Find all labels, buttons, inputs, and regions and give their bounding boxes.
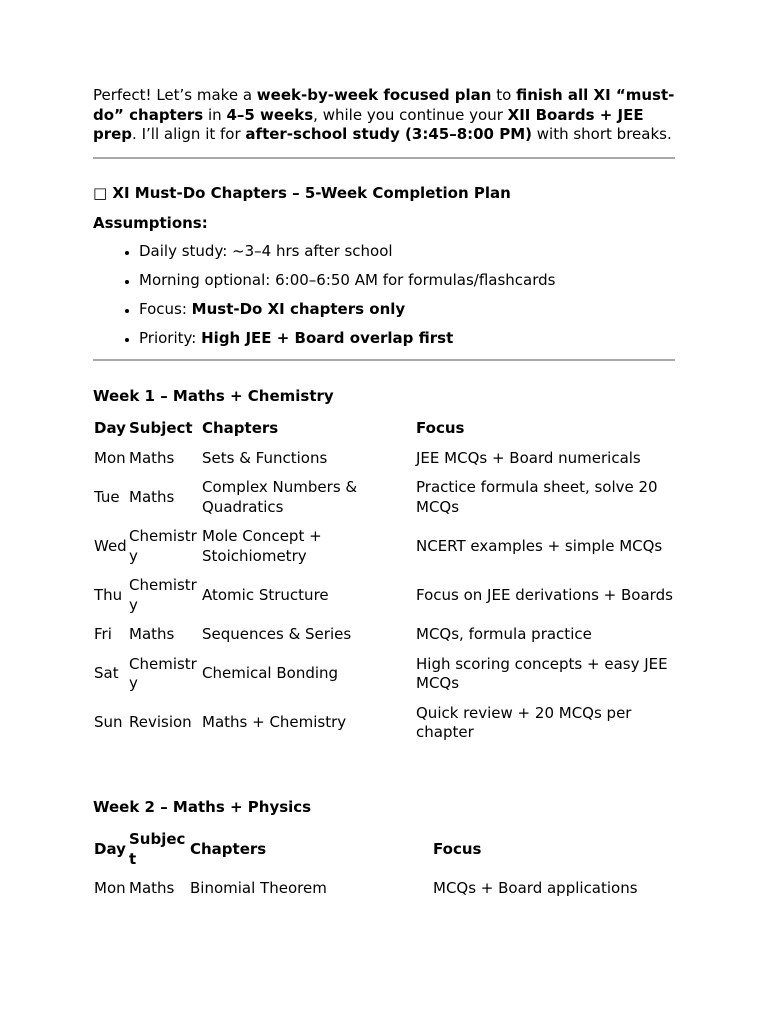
intro-bold: after-school study (3:45–8:00 PM)	[245, 125, 532, 143]
week1-title: Week 1 – Maths + Chemistry	[93, 386, 334, 405]
cell-chapters: Binomial Theorem	[190, 879, 327, 898]
header-day: Day	[94, 839, 126, 858]
cell-subject: Chemistry	[129, 527, 197, 565]
table-row	[93, 650, 675, 699]
cell-focus: High scoring concepts + easy JEE MCQs	[416, 654, 668, 693]
intro-text: with short breaks.	[532, 125, 672, 143]
cell-chapters: Complex Numbers & Quadratics	[202, 478, 358, 516]
cell-focus: Focus on JEE derivations + Boards	[416, 585, 673, 604]
table-header-row	[93, 414, 675, 444]
intro-text: in	[203, 105, 227, 124]
divider	[93, 359, 675, 361]
cell-subject: Chemistry	[129, 576, 197, 614]
document-page	[93, 86, 675, 904]
plan-title: □ XI Must-Do Chapters – 5-Week Completion Plan	[93, 183, 511, 202]
cell-subject: Maths	[129, 879, 175, 898]
cell-focus: Practice formula sheet, solve 20 MCQs	[416, 478, 658, 516]
intro-bold: 4–5 weeks	[226, 105, 314, 124]
intro-text: to	[491, 86, 517, 104]
list-item: • Morning optional: 6:00–6:50 AM for formulas/flashcards	[139, 271, 675, 290]
cell-subject: Maths	[129, 487, 175, 506]
intro-text: . I’ll align it for	[132, 125, 246, 143]
cell-chapters: Sets & Functions	[202, 448, 328, 467]
cell-chapters: Mole Concept + Stoichiometry	[202, 527, 322, 565]
cell-focus: NCERT examples + simple MCQs	[416, 536, 663, 555]
table-row	[93, 699, 675, 748]
intro-paragraph	[93, 86, 675, 145]
cell-day: Tue	[94, 487, 120, 506]
table-row	[93, 571, 675, 620]
intro-text: , while you continue your	[313, 105, 508, 124]
list-item: • Priority: High JEE + Board overlap first	[139, 329, 675, 348]
cell-focus: MCQs + Board applications	[433, 879, 638, 898]
header-subject: Subject	[129, 419, 193, 438]
intro-bold: week-by-week focused plan	[256, 86, 492, 104]
list-item: • Daily study: ~3–4 hrs after school	[139, 242, 675, 261]
divider	[93, 157, 675, 159]
header-subject: Subject	[129, 830, 186, 868]
week1-table	[93, 414, 675, 748]
table-row	[93, 473, 675, 522]
header-chapters: Chapters	[190, 839, 267, 858]
header-chapters: Chapters	[202, 419, 279, 438]
table-row	[93, 522, 675, 571]
table-row	[93, 444, 675, 474]
cell-focus: Quick review + 20 MCQs per chapter	[416, 703, 632, 742]
cell-chapters: Atomic Structure	[202, 585, 329, 604]
cell-day: Sat	[94, 664, 119, 683]
cell-subject: Maths	[129, 448, 175, 467]
week2-title: Week 2 – Maths + Physics	[93, 797, 312, 816]
intro-bold: finish all XI “must-do” chapters	[93, 86, 675, 124]
cell-focus: JEE MCQs + Board numericals	[416, 448, 641, 467]
intro-bold: XII Boards + JEE prep	[93, 105, 644, 143]
header-focus: Focus	[416, 419, 465, 438]
cell-chapters: Sequences & Series	[202, 625, 352, 644]
cell-day: Thu	[94, 585, 123, 604]
table-row	[93, 874, 675, 904]
cell-chapters: Chemical Bonding	[202, 664, 339, 683]
cell-day: Wed	[94, 536, 127, 555]
cell-subject: Chemistry	[129, 654, 197, 693]
list-item: • Focus: Must-Do XI chapters only	[139, 300, 675, 319]
table-row	[93, 620, 675, 650]
intro-text: Perfect! Let’s make a	[93, 86, 257, 104]
cell-day: Mon	[94, 448, 126, 467]
cell-focus: MCQs, formula practice	[416, 625, 592, 644]
table-header-row	[93, 825, 675, 874]
cell-chapters: Maths + Chemistry	[202, 713, 347, 732]
cell-day: Fri	[94, 625, 112, 644]
cell-day: Mon	[94, 879, 126, 898]
assumptions-heading: Assumptions:	[93, 214, 208, 232]
header-focus: Focus	[433, 839, 482, 858]
week2-table	[93, 825, 675, 904]
cell-subject: Maths	[129, 625, 175, 644]
header-day: Day	[94, 419, 126, 438]
cell-day: Sun	[94, 713, 123, 732]
assumptions-list	[93, 242, 675, 349]
cell-subject: Revision	[129, 713, 192, 732]
